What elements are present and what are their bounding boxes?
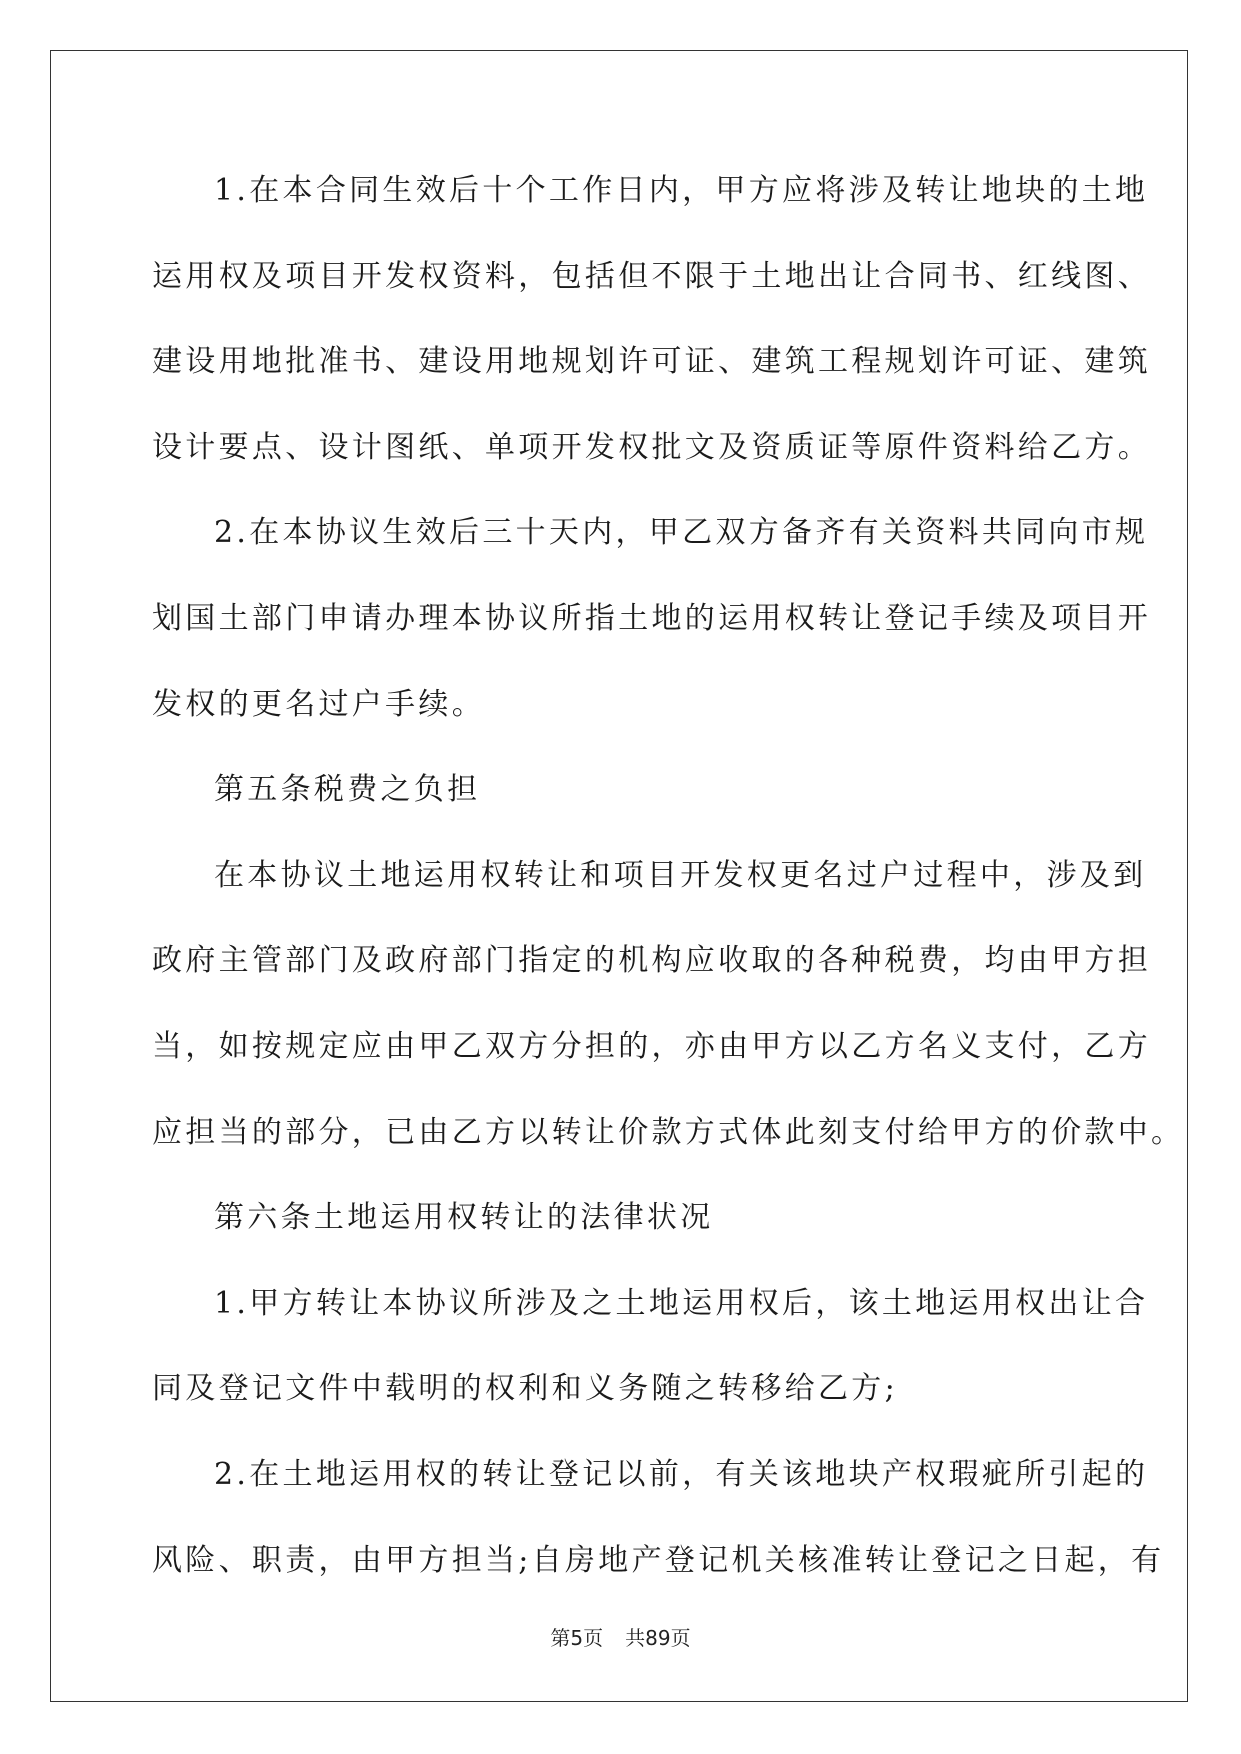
- text-line: 政府主管部门及政府部门指定的机构应收取的各种税费，均由甲方担: [152, 943, 1151, 979]
- text-line: 应担当的部分，已由乙方以转让价款方式体此刻支付给甲方的价款中。: [152, 1114, 1185, 1150]
- text-line: 2.在土地运用权的转让登记以前，有关该地块产权瑕疵所引起的: [214, 1456, 1149, 1492]
- text-line: 发权的更名过户手续。: [152, 686, 485, 722]
- document-body: [152, 160, 1185, 1615]
- text-line: 建设用地批准书、建设用地规划许可证、建筑工程规划许可证、建筑: [152, 344, 1151, 380]
- text-line: 划国土部门申请办理本协议所指土地的运用权转让登记手续及项目开: [152, 600, 1151, 636]
- text-line: 在本协议土地运用权转让和项目开发权更名过户过程中，涉及到: [214, 857, 1147, 893]
- text-line: 当，如按规定应由甲乙双方分担的，亦由甲方以乙方名义支付，乙方: [152, 1028, 1151, 1064]
- text-line: 1.在本合同生效后十个工作日内，甲方应将涉及转让地块的土地: [214, 173, 1149, 208]
- page-prefix: 第: [550, 1626, 571, 1650]
- page-number: 5: [570, 1626, 584, 1650]
- total-suffix: 页: [670, 1626, 691, 1650]
- text-line: 2.在本协议生效后三十天内，甲乙双方备齐有关资料共同向市规: [214, 515, 1149, 551]
- text-line: 设计要点、设计图纸、单项开发权批文及资质证等原件资料给乙方。: [152, 429, 1151, 465]
- text-line: 运用权及项目开发权资料，包括但不限于土地出让合同书、红线图、: [152, 258, 1151, 294]
- page-footer: [0, 1622, 1241, 1651]
- text-line: 1.甲方转让本协议所涉及之土地运用权后，该土地运用权出让合: [214, 1285, 1149, 1321]
- total-prefix: 共: [625, 1626, 646, 1650]
- section-heading: 第六条土地运用权转让的法律状况: [214, 1200, 714, 1236]
- text-line: 同及登记文件中载明的权利和义务随之转移给乙方;: [152, 1371, 899, 1407]
- section-heading: 第五条税费之负担: [214, 772, 481, 808]
- total-pages: 89: [645, 1626, 671, 1650]
- page-suffix: 页: [583, 1626, 604, 1650]
- text-line: 风险、职责，由甲方担当;自房地产登记机关核准转让登记之日起，有: [152, 1542, 1165, 1578]
